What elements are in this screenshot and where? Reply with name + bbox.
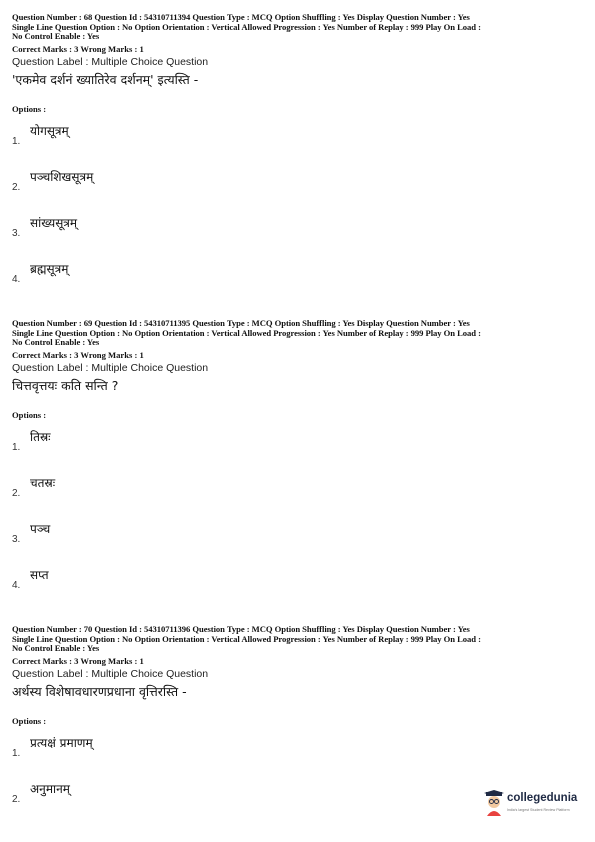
- options-list: [12, 420, 584, 604]
- question-text: अर्थस्य विशेषावधारणप्रधाना वृत्तिरस्ति -: [12, 683, 187, 699]
- option-3[interactable]: [12, 512, 584, 558]
- meta-line: No Control Enable : Yes: [12, 643, 100, 654]
- meta-line: Question Number : 69 Question Id : 54310711395 Question Type : MCQ Option Shuffling : Yes Display Question Number : Yes: [12, 318, 470, 328]
- option-text: पञ्च: [30, 521, 51, 536]
- question-label: Question Label : Multiple Choice Question: [12, 667, 209, 680]
- marks-line: Correct Marks : 3 Wrong Marks : 1: [12, 655, 144, 666]
- options-heading: Options :: [12, 715, 47, 726]
- option-2[interactable]: [12, 160, 584, 206]
- option-number: 1.: [12, 747, 21, 759]
- option-text: सांख्यसूत्रम्: [30, 215, 78, 230]
- option-1[interactable]: [12, 726, 584, 772]
- option-number: 2.: [12, 181, 21, 193]
- question-label: Question Label : Multiple Choice Question: [12, 361, 209, 374]
- options-heading: Options :: [12, 103, 47, 114]
- option-text: योगसूत्रम्: [30, 123, 69, 138]
- option-number: 1.: [12, 135, 21, 147]
- options-heading: Options :: [12, 409, 47, 420]
- question-block-69: [12, 319, 584, 604]
- option-text: ब्रह्मसूत्रम्: [30, 261, 69, 276]
- question-text: चित्तवृत्तयः कति सन्ति ?: [12, 377, 119, 393]
- meta-line: No Control Enable : Yes: [12, 337, 100, 348]
- meta-line: Single Line Question Option : No Option Orientation : Vertical Allowed Progression : Yes Number of Replay : 999 Play On Load :: [12, 327, 481, 338]
- option-number: 4.: [12, 579, 21, 591]
- option-number: 2.: [12, 793, 21, 805]
- meta-line: Question Number : 68 Question Id : 54310711394 Question Type : MCQ Option Shuffling : Yes Display Question Number : Yes: [12, 12, 470, 22]
- option-1[interactable]: [12, 114, 584, 160]
- option-number: 2.: [12, 487, 21, 499]
- option-3[interactable]: [12, 206, 584, 252]
- meta-line: Question Number : 70 Question Id : 54310711396 Question Type : MCQ Option Shuffling : Yes Display Question Number : Yes: [12, 624, 470, 634]
- options-list: [12, 114, 584, 298]
- question-label: Question Label : Multiple Choice Question: [12, 55, 209, 68]
- option-number: 4.: [12, 273, 21, 285]
- logo-wordmark: collegedunia: [507, 792, 578, 804]
- meta-line: No Control Enable : Yes: [12, 31, 100, 42]
- option-text: चतस्रः: [30, 475, 56, 490]
- option-text: सप्त: [30, 567, 49, 582]
- question-block-70: [12, 625, 584, 818]
- option-number: 1.: [12, 441, 21, 453]
- marks-line: Correct Marks : 3 Wrong Marks : 1: [12, 349, 144, 360]
- marks-line: Correct Marks : 3 Wrong Marks : 1: [12, 43, 144, 54]
- question-meta: [12, 625, 584, 654]
- collegedunia-logo: [483, 790, 583, 818]
- option-text: प्रत्यक्षं प्रमाणम्: [30, 735, 93, 750]
- meta-line: Single Line Question Option : No Option Orientation : Vertical Allowed Progression : Yes Number of Replay : 999 Play On Load :: [12, 633, 481, 644]
- option-text: अनुमानम्: [30, 781, 70, 796]
- option-1[interactable]: [12, 420, 584, 466]
- option-number: 3.: [12, 227, 21, 239]
- option-2[interactable]: [12, 466, 584, 512]
- meta-line: Single Line Question Option : No Option Orientation : Vertical Allowed Progression : Yes Number of Replay : 999 Play On Load :: [12, 21, 481, 32]
- question-block-68: [12, 13, 584, 298]
- option-number: 3.: [12, 533, 21, 545]
- option-text: पञ्चशिखसूत्रम्: [30, 169, 94, 184]
- option-text: तिस्रः: [30, 429, 51, 444]
- option-4[interactable]: [12, 558, 584, 604]
- question-text: 'एकमेव दर्शनं ख्यातिरेव दर्शनम्' इत्यस्ति -: [12, 71, 199, 87]
- mascot-icon: [483, 790, 505, 816]
- logo-tagline: India's largest Student Review Platform: [507, 808, 570, 812]
- option-4[interactable]: [12, 252, 584, 298]
- question-meta: [12, 13, 584, 42]
- question-meta: [12, 319, 584, 348]
